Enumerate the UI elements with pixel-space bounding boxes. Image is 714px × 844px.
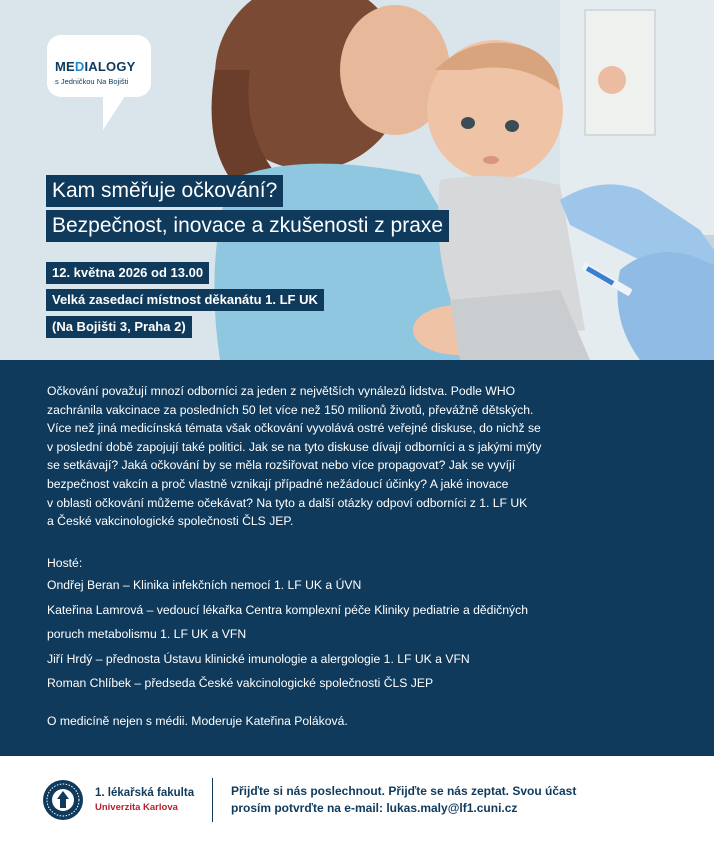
closing-note: O medicíně nejen s médii. Moderuje Kateřina Poláková. <box>47 714 348 728</box>
intro-line: a České vakcinologické společnosti ČLS JEP. <box>47 514 294 529</box>
logo-subtitle: s Jedničkou Na Bojišti <box>55 77 129 86</box>
guest-item: Kateřina Lamrová – vedoucí lékařka Centra komplexní péče Kliniky pediatrie a dědičných <box>47 603 528 617</box>
intro-line: zachránila vakcinace za posledních 50 let více než 150 milionů životů, převážně dětských. <box>47 402 534 417</box>
intro-line: Očkování považují mnozí odborníci za jeden z největších vynálezů lidstva. Podle WHO <box>47 384 516 398</box>
hero-banner <box>0 0 714 360</box>
intro-line: v oblasti očkování můžeme očekávat? Na tyto a další otázky odpoví odborníci z 1. LF UK <box>47 495 528 510</box>
event-date: 12. května 2026 od 13.00 <box>46 262 209 284</box>
logo-title: MEDIALOGY <box>55 59 136 74</box>
faculty-name: 1. lékařská fakulta <box>95 787 195 799</box>
invitation-text <box>231 783 651 817</box>
guest-item: Jiří Hrdý – přednosta Ústavu klinické imunologie a alergologie 1. LF UK a VFN <box>47 652 470 666</box>
guest-item: Ondřej Beran – Klinika infekčních nemocí 1. LF UK a ÚVN <box>47 578 362 592</box>
invitation-line: Přijďte si nás poslechnout. Přijďte se nás zeptat. Svou účast <box>231 784 577 798</box>
guest-item: poruch metabolismu 1. LF UK a VFN <box>47 627 247 641</box>
intro-line: Více než jiná medicínská témata však očkování vyvolává ostré veřejné diskuse, do nichž se <box>47 421 541 436</box>
intro-line: bezpečnost vakcín a proč vlastně vznikají případné nežádoucí účinky? A jaké inovace <box>47 476 509 491</box>
footer <box>0 756 714 844</box>
medialogy-logo <box>47 35 151 97</box>
intro-paragraph <box>47 382 667 531</box>
guest-item: Roman Chlíbek – předseda České vakcinologické společnosti ČLS JEP <box>47 676 434 690</box>
guests-heading: Hosté: <box>47 556 83 570</box>
event-venue: Velká zasedací místnost děkanátu 1. LF UK <box>46 289 324 311</box>
headline-line-1: Kam směřuje očkování? <box>46 175 283 207</box>
intro-line: se setkávají? Jaká očkování by se měla rozšiřovat nebo více propagovat? Jak se vyvíjí <box>47 458 516 473</box>
description-panel <box>0 360 714 756</box>
headline-line-2: Bezpečnost, inovace a zkušenosti z praxe <box>46 210 449 242</box>
university-seal-icon <box>42 779 84 821</box>
university-name: Univerzita Karlova <box>95 802 178 813</box>
intro-line: v poslední době zapojují také politici. Jak se na tyto diskuse dívají odborníci a s jakými mýty <box>47 439 542 454</box>
event-address: (Na Bojišti 3, Praha 2) <box>46 316 192 338</box>
footer-divider <box>212 778 213 822</box>
invitation-line: prosím potvrďte na e-mail: lukas.maly@lf1.cuni.cz <box>231 801 518 815</box>
